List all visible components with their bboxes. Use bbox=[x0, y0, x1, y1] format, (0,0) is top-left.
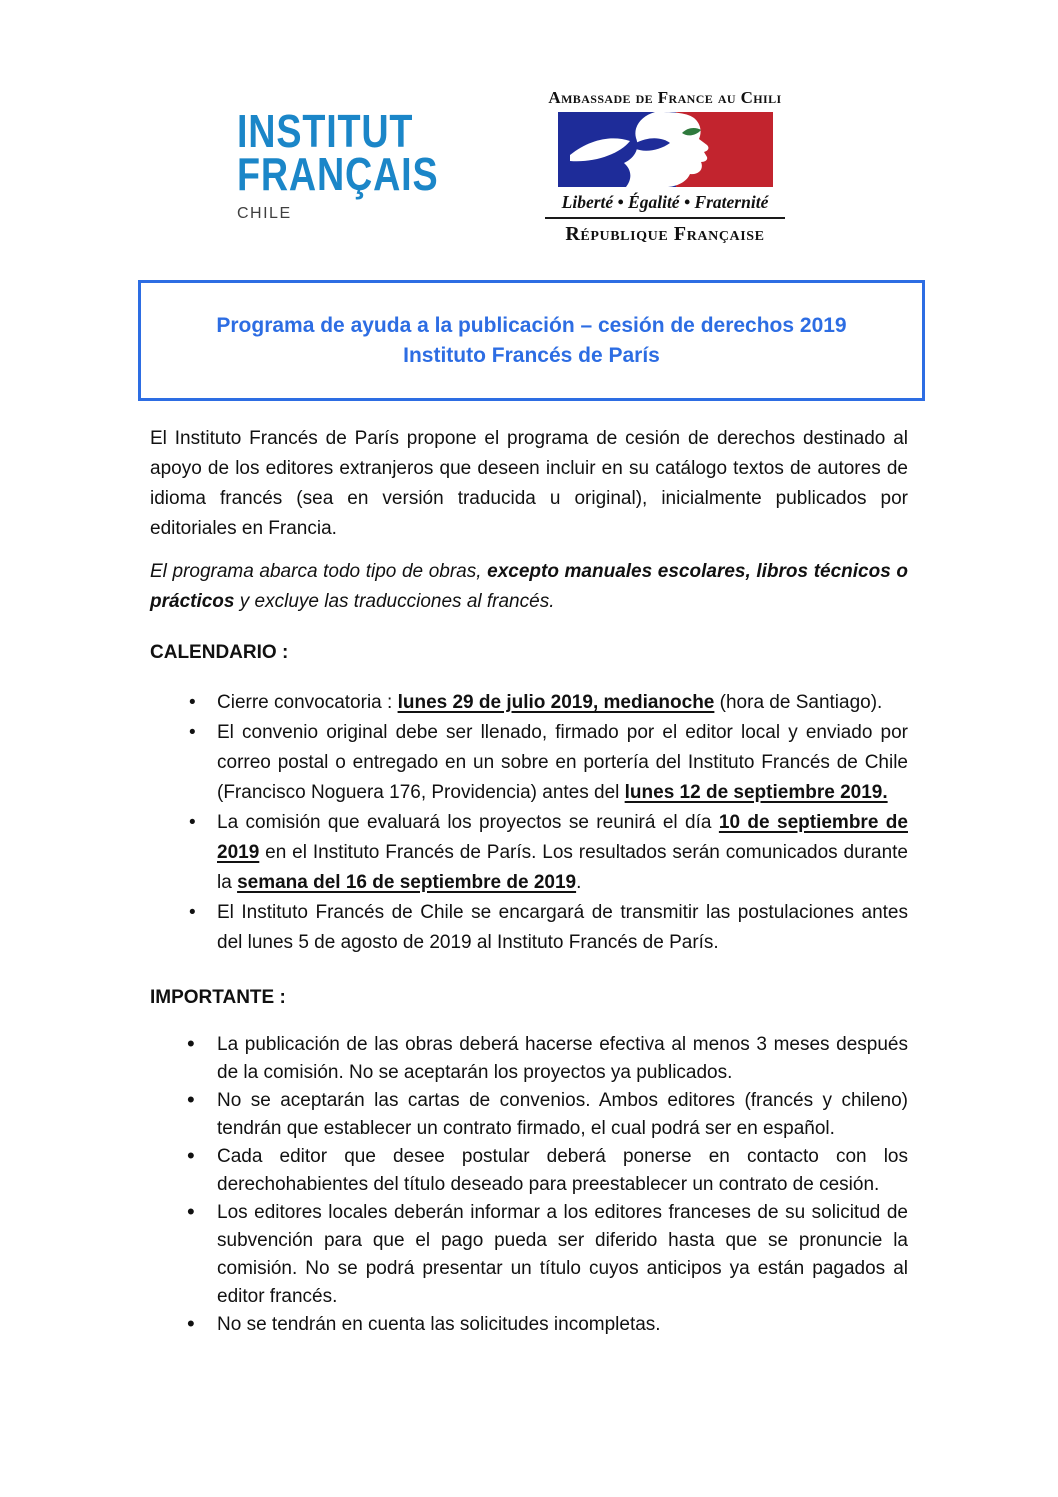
scope-text-pre: El programa abarca todo tipo de obras, bbox=[150, 561, 488, 582]
header bbox=[0, 0, 1058, 280]
list-item-text: Cierre convocatoria : bbox=[217, 692, 398, 713]
scope-text-bold: excepto manuales escolares, libros técnicos o prácticos bbox=[150, 561, 909, 612]
list-item bbox=[217, 1143, 908, 1199]
calendario-heading: CALENDARIO : bbox=[150, 642, 289, 663]
scope-text-post: y excluye las traducciones al francés. bbox=[234, 591, 555, 612]
scope-paragraph bbox=[150, 557, 908, 617]
intro-paragraph: El Instituto Francés de París propone el programa de cesión de derechos destinado al apoyo de los editores extranjeros que deseen incluir en su catálogo textos de autores de idioma francés (sea en versión traducida u original), inicialmente publicados por editoriales en Francia. bbox=[150, 428, 908, 539]
marianne-flag-icon bbox=[558, 112, 773, 187]
embassy-logo bbox=[545, 88, 785, 246]
list-item bbox=[217, 1311, 908, 1339]
list-item-text: Cada editor que desee postular deberá ponerse en contacto con los derechohabientes del título deseado para preestablecer un contrato de cesión. bbox=[217, 1146, 908, 1195]
list-item-text: No se aceptarán las cartas de convenios. Ambos editores (francés y chileno) tendrán que establecer un contrato firmado, el cual podrá ser en español. bbox=[217, 1090, 908, 1139]
list-item bbox=[217, 718, 908, 808]
importante-heading: IMPORTANTE : bbox=[150, 987, 286, 1008]
list-item-text: La publicación de las obras deberá hacerse efectiva al menos 3 meses después de la comisión. No se aceptarán los proyectos ya publicados. bbox=[217, 1034, 908, 1083]
list-item bbox=[217, 898, 908, 958]
embassy-republic-label: République Française bbox=[565, 223, 765, 245]
list-item-text: Los editores locales deberán informar a los editores franceses de su solicitud de subvención para que el pago pueda ser diferido hasta que se pronuncie la comisión. No se podrá presentar un título cuyos anticipos ya están pagados al editor francés. bbox=[217, 1202, 908, 1307]
title-line-1: Programa de ayuda a la publicación – cesión de derechos 2019 bbox=[216, 313, 847, 337]
list-item-text: El convenio original debe ser llenado, firmado por el editor local y enviado por correo postal o entregado en un sobre en portería del Instituto Francés de Chile (Francisco Noguera 176, Providencia) antes del bbox=[217, 722, 908, 803]
title-line-2: Instituto Francés de París bbox=[403, 343, 660, 367]
list-item-text: en el Instituto Francés de París. Los resultados serán comunicados durante la bbox=[217, 842, 908, 893]
importante-list bbox=[150, 1031, 908, 1339]
list-item bbox=[217, 1031, 908, 1087]
list-item-text: lunes 12 de septiembre 2019. bbox=[624, 782, 888, 803]
list-item bbox=[217, 808, 908, 898]
embassy-title: Ambassade de France au Chili bbox=[548, 88, 782, 107]
title-box bbox=[138, 280, 925, 401]
list-item-text: No se tendrán en cuenta las solicitudes incompletas. bbox=[217, 1314, 661, 1335]
institut-logo-line1: INSTITUT bbox=[237, 105, 414, 157]
list-item-text: lunes 29 de julio 2019, medianoche bbox=[397, 692, 715, 713]
document-body bbox=[150, 424, 908, 1339]
list-item-text: (hora de Santiago). bbox=[714, 692, 883, 713]
list-item-text: El Instituto Francés de Chile se encargará de transmitir las postulaciones antes del lunes 5 de agosto de 2019 al Instituto Francés de París. bbox=[217, 902, 908, 953]
list-item bbox=[217, 1199, 908, 1311]
institut-logo-line2: FRANÇAIS bbox=[237, 148, 439, 201]
list-item-text: . bbox=[576, 872, 582, 893]
institut-francais-logo bbox=[237, 105, 483, 223]
list-item bbox=[217, 1087, 908, 1143]
institut-logo-country: CHILE bbox=[237, 205, 292, 223]
list-item-text: 10 de septiembre de 2019 bbox=[217, 812, 908, 863]
list-item bbox=[217, 688, 908, 718]
list-item-text: La comisión que evaluará los proyectos se reunirá el día bbox=[217, 812, 719, 833]
calendario-list bbox=[150, 688, 908, 958]
embassy-motto: Liberté • Égalité • Fraternité bbox=[561, 192, 769, 212]
embassy-divider bbox=[545, 217, 785, 219]
list-item-text: semana del 16 de septiembre de 2019 bbox=[237, 872, 577, 893]
